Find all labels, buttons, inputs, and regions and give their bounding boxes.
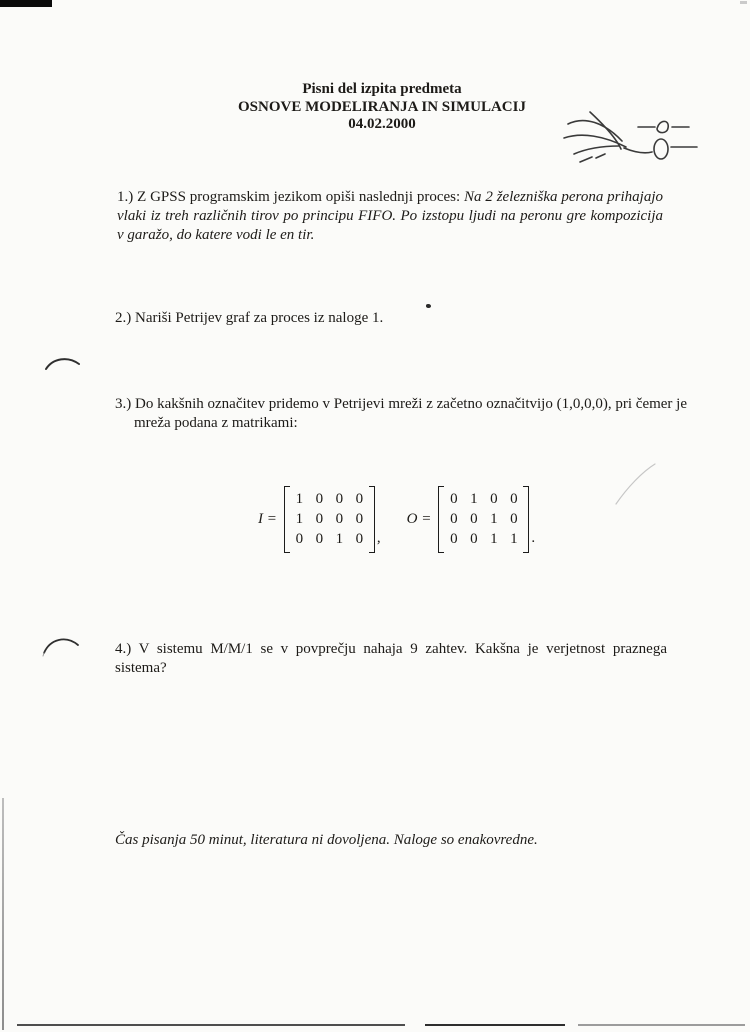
matrix-i	[284, 486, 375, 553]
scan-speck-topright	[740, 1, 747, 4]
matrix-o-cell: 1	[490, 511, 498, 527]
matrix-o-cell: 0	[490, 491, 498, 507]
margin-pen-arc-2	[40, 633, 82, 659]
scan-bottom-line-segment-2	[425, 1024, 565, 1026]
matrix-i-label: I =	[258, 511, 277, 527]
matrix-i-cell: 0	[335, 511, 344, 527]
matrix-o-cell: 0	[450, 511, 458, 527]
matrix-o-cell: 1	[510, 531, 518, 547]
exam-header-line1: Pisni del izpita predmeta	[302, 81, 462, 97]
matrix-o-cell: 0	[510, 491, 518, 507]
scan-bottom-line-segment-1	[17, 1024, 405, 1026]
matrix-i-cell: 0	[335, 491, 344, 507]
matrix-o-label: O =	[406, 511, 432, 527]
matrix-o-cell: 0	[450, 531, 458, 547]
question-2: 2.) Nariši Petrijev graf za proces iz naloge 1.	[115, 310, 384, 326]
matrix-i-cell: 0	[355, 511, 364, 527]
matrix-i-cell: 0	[355, 531, 364, 547]
matrix-equations	[258, 486, 535, 553]
matrix-o	[438, 486, 529, 553]
matrix-i-cell: 1	[295, 491, 304, 507]
question-1	[117, 188, 663, 246]
scan-edge-line-left	[2, 798, 4, 1030]
question-4: 4.) V sistemu M/M/1 se v povprečju nahaja 9 zahtev. Kakšna je verjetnost praznega sistema?	[115, 641, 667, 677]
question-3: 3.) Do kakšnih označitev pridemo v Petrijevi mreži z začetno označitvijo (1,0,0,0), pri čemer je mreža podana z matrikami:	[115, 396, 687, 432]
matrix-o-cell: 1	[490, 531, 498, 547]
matrix-o-cell: 0	[470, 511, 478, 527]
matrix-i-cell: 0	[315, 491, 324, 507]
matrix-o-cell: 0	[510, 511, 518, 527]
matrix-i-comma: ,	[376, 530, 381, 546]
matrix-i-cell: 0	[355, 491, 364, 507]
matrix-o-period: .	[531, 530, 536, 546]
ink-dot-mark	[426, 304, 431, 308]
matrix-i-cell: 0	[295, 531, 304, 547]
matrix-o-cell: 0	[450, 491, 458, 507]
margin-pen-arc-1	[44, 354, 82, 374]
exam-date: 04.02.2000	[348, 116, 416, 132]
matrix-i-cell: 1	[335, 531, 344, 547]
footer-note: Čas pisanja 50 minut, literatura ni dovoljena. Naloge so enakovredne.	[115, 832, 538, 848]
scan-bottom-line-segment-3	[578, 1024, 745, 1026]
matrix-o-cell: 0	[470, 531, 478, 547]
question-1-lead: 1.) Z GPSS programskim jezikom opiši naslednji proces:	[117, 189, 461, 205]
exam-title: OSNOVE MODELIRANJA IN SIMULACIJ	[238, 98, 526, 115]
matrix-o-cell: 1	[470, 491, 478, 507]
faint-pencil-slash	[612, 460, 658, 508]
matrix-i-cell: 0	[315, 511, 324, 527]
matrix-i-cell: 0	[315, 531, 324, 547]
handwritten-signature-scribble	[560, 96, 750, 176]
matrix-i-cell: 1	[295, 511, 304, 527]
scan-edge-strip-topleft	[0, 0, 52, 7]
question-1-italic-text: Na 2 železniška perona prihajajo vlaki iz treh različnih tirov po principu FIFO. Po izstopu ljudi na peronu gre kompozicija v garažo, do katere vodi le en tir.	[117, 189, 664, 244]
